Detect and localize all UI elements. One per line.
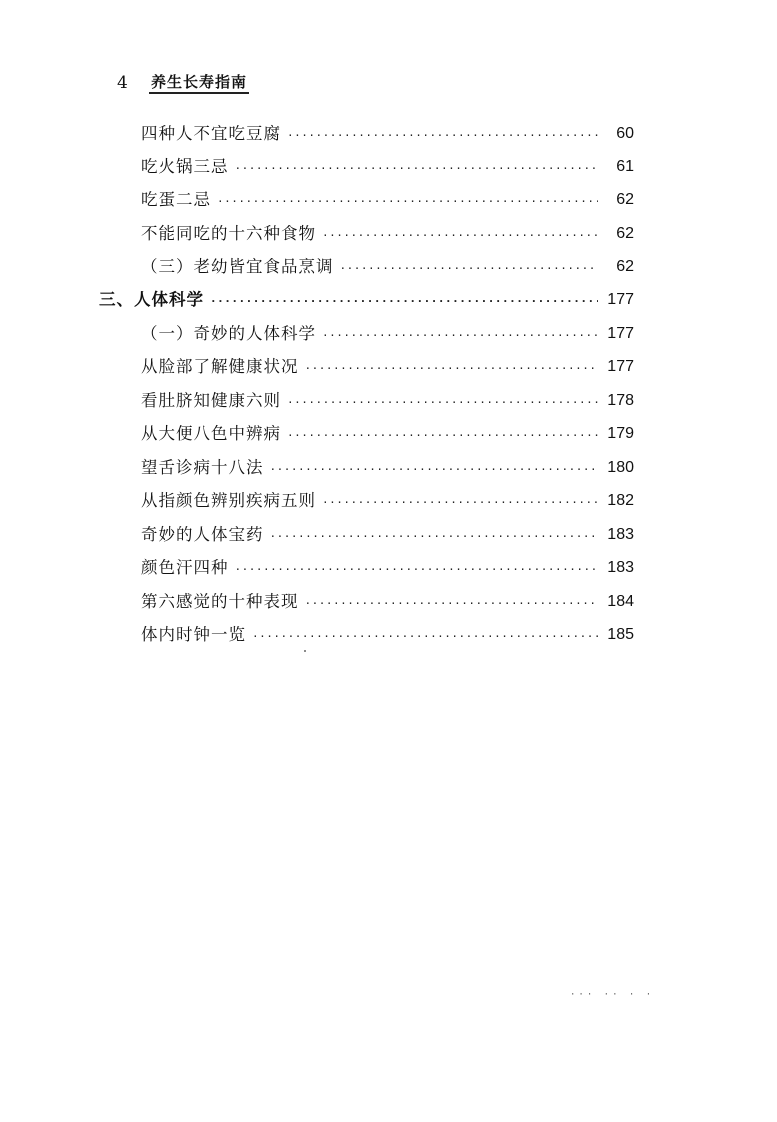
toc-entry-title: （三）老幼皆宜食品烹调 (141, 257, 334, 276)
toc-entry (141, 520, 634, 550)
running-title: 养生长寿指南 (149, 73, 249, 94)
toc-entry-page: 60 (616, 125, 634, 142)
toc-entry-title: （一）奇妙的人体科学 (141, 324, 316, 343)
toc-entry-title: 从指颜色辨别疾病五则 (141, 491, 316, 510)
dot-leader (270, 520, 599, 550)
toc-entry-page: 177 (607, 325, 634, 342)
toc-entry (141, 219, 634, 249)
toc-entry-title: 吃火锅三忌 (141, 157, 229, 176)
toc-entry-page: 183 (607, 559, 634, 576)
dot-leader (235, 553, 599, 583)
toc-entry-title: 看肚脐知健康六则 (141, 391, 281, 410)
dot-leader (270, 453, 599, 483)
toc-entry-title: 吃蛋二忌 (141, 190, 211, 209)
toc-entry-page: 185 (607, 626, 634, 643)
toc-entry-page: 183 (607, 526, 634, 543)
dot-leader (287, 386, 598, 416)
toc-entry-page: 177 (607, 358, 634, 375)
toc-entry (141, 352, 634, 382)
toc-entry-page: 182 (607, 492, 634, 509)
toc-entry-page: 178 (607, 392, 634, 409)
dot-leader (210, 285, 598, 315)
dot-leader (252, 620, 598, 650)
footer-mark: ··· ·· · · (570, 990, 655, 1000)
print-speck (304, 650, 306, 652)
toc-entry (141, 419, 634, 449)
toc-entry-page: 184 (607, 593, 634, 610)
toc-section-entry (141, 319, 634, 349)
page-number: 4 (117, 73, 128, 93)
toc-entry-title: 体内时钟一览 (141, 625, 246, 644)
toc-entry-page: 179 (607, 425, 634, 442)
dot-leader (217, 185, 598, 215)
dot-leader (322, 486, 598, 516)
toc-entry-title: 第六感觉的十种表现 (141, 592, 299, 611)
toc-entry-title: 奇妙的人体宝药 (141, 525, 264, 544)
toc-entry-title: 望舌诊病十八法 (141, 458, 264, 477)
toc-entry-page: 61 (616, 158, 634, 175)
dot-leader (287, 119, 598, 149)
toc-entry (141, 152, 634, 182)
toc-entry-page: 62 (616, 191, 634, 208)
page-header (117, 70, 249, 96)
toc-entry-title: 颜色汗四种 (141, 558, 229, 577)
toc-entry-page: 62 (616, 225, 634, 242)
toc-entry (141, 185, 634, 215)
toc-entry-title: 从脸部了解健康状况 (141, 357, 299, 376)
dot-leader (305, 587, 599, 617)
toc-entry-title: 从大便八色中辨病 (141, 424, 281, 443)
toc-entry (141, 620, 634, 650)
toc-entry-title: 三、人体科学 (99, 290, 204, 309)
toc-entry-title: 四种人不宜吃豆腐 (141, 124, 281, 143)
dot-leader (287, 419, 598, 449)
dot-leader (322, 319, 598, 349)
toc-entry-title: 不能同吃的十六种食物 (141, 224, 316, 243)
toc-entry (141, 386, 634, 416)
toc-chapter-entry (99, 285, 634, 315)
dot-leader (235, 152, 599, 182)
dot-leader (305, 352, 599, 382)
toc-entry (141, 453, 634, 483)
dot-leader (322, 219, 598, 249)
toc-entry-page: 62 (616, 258, 634, 275)
toc-section-entry (141, 252, 634, 282)
toc-entry (141, 587, 634, 617)
toc-entry (141, 553, 634, 583)
dot-leader (340, 252, 599, 282)
toc-entry-page: 177 (607, 291, 634, 308)
toc-entry-page: 180 (607, 459, 634, 476)
toc-entry (141, 486, 634, 516)
toc-entry (141, 119, 634, 149)
